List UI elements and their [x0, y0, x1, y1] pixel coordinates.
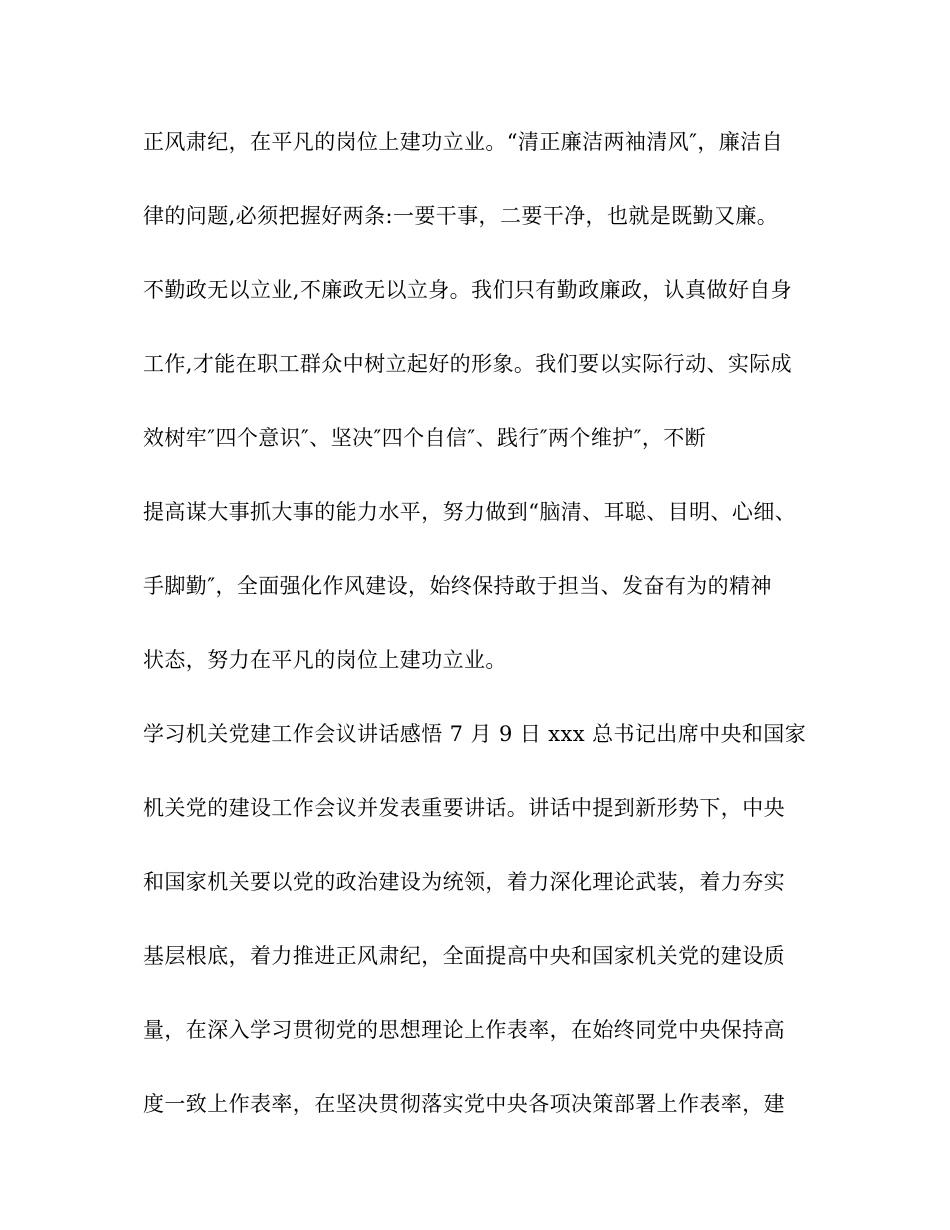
text-line: 工作,才能在职工群众中树立起好的形象。我们要以实际行动、实际成: [143, 352, 793, 376]
text-line: 正风肃纪，在平凡的岗位上建功立业。“清正廉洁两袖清风″，廉洁自: [143, 130, 783, 154]
text-line: 效树牢″四个意识″、坚决″四个自信″、践行″两个维护″，不断: [143, 426, 707, 450]
text-line: 度一致上作表率，在坚决贯彻落实党中央各项决策部署上作表率，建: [143, 1092, 785, 1116]
text-line: 律的问题,必须把握好两条:一要干事，二要干净，也就是既勤又廉。: [143, 204, 779, 228]
text-line: 基层根底，着力推进正风肃纪，全面提高中央和国家机关党的建设质: [143, 944, 785, 968]
text-line: 提高谋大事抓大事的能力水平，努力做到“脑清、耳聪、目明、心细、: [143, 500, 797, 524]
text-line: 和国家机关要以党的政治建设为统领，着力深化理论武装，着力夯实: [143, 870, 785, 894]
text-line: 学习机关党建工作会议讲话感悟 7 月 9 日 xxx 总书记出席中央和国家: [143, 722, 807, 746]
text-line: 不勤政无以立业,不廉政无以立身。我们只有勤政廉政，认真做好自身: [143, 278, 793, 302]
text-line: 状态，努力在平凡的岗位上建功立业。: [143, 648, 507, 672]
text-line: 手脚勤″，全面强化作风建设，始终保持敢于担当、发奋有为的精神: [143, 574, 772, 598]
text-line: 量，在深入学习贯彻党的思想理论上作表率，在始终同党中央保持高: [143, 1018, 785, 1042]
text-line: 机关党的建设工作会议并发表重要讲话。讲话中提到新形势下，中央: [143, 796, 785, 820]
